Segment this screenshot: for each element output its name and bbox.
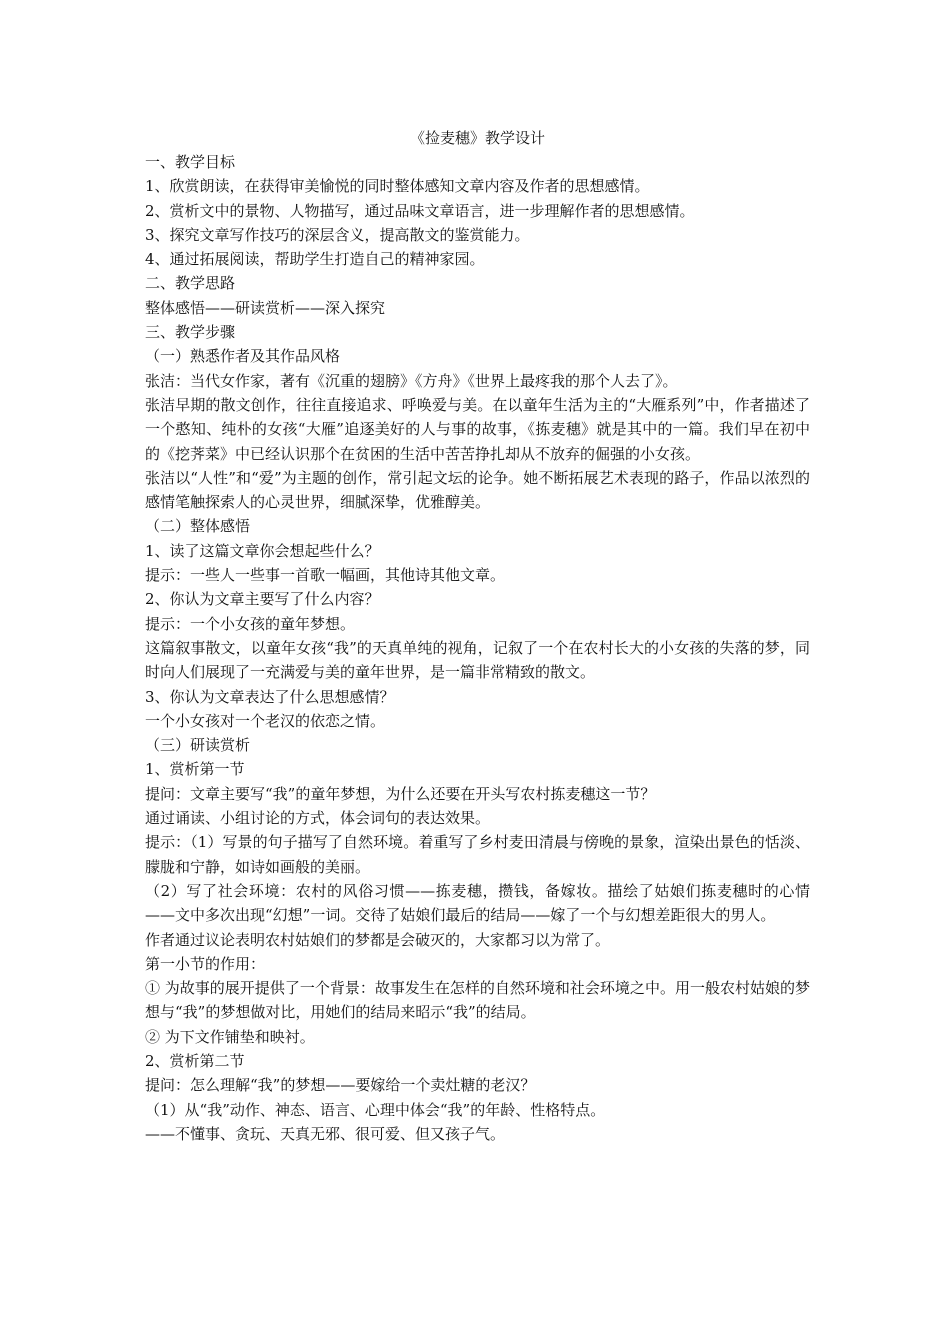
paragraph: 二、教学思路 (145, 274, 236, 293)
paragraph: ——不懂事、贪玩、天真无邪、很可爱、但又孩子气。 (145, 1124, 506, 1143)
paragraph: 一、教学目标 (145, 153, 236, 171)
paragraph: （1）从“我”动作、神态、语言、心理中体会“我”的年龄、性格特点。 (145, 1100, 606, 1119)
paragraph: 张洁以“人性”和“爱”为主题的创作，常引起文坛的论争。她不断拓展艺术表现的路子，作品以浓烈的感情笔触探索人的心灵世界，细腻深挚，优雅醇美。 (145, 468, 810, 512)
paragraph: 这篇叙事散文，以童年女孩“我”的天真单纯的视角，记叙了一个在农村长大的小女孩的失落的梦，同时向人们展现了一充满爱与美的童年世界，是一篇非常精致的散文。 (145, 638, 810, 682)
paragraph: 通过诵读、小组讨论的方式，体会词句的表达效果。 (145, 809, 491, 828)
paragraph: 提示：一些人一些事一首歌一幅画，其他诗其他文章。 (145, 566, 506, 585)
paragraph: 一个小女孩对一个老汉的依恋之情。 (145, 711, 386, 730)
paragraph: 1、赏析第一节 (145, 760, 245, 779)
paragraph: 2、赏析第二节 (145, 1051, 245, 1070)
paragraph: 2、赏析文中的景物、人物描写，通过品味文章语言，进一步理解作者的思想感情。 (145, 201, 695, 220)
document-body (145, 126, 810, 1146)
paragraph: 4、通过拓展阅读，帮助学生打造自己的精神家园。 (145, 250, 485, 269)
paragraph-list (145, 150, 810, 1146)
paragraph: 张洁：当代女作家，著有《沉重的翅膀》《方舟》《世界上最疼我的那个人去了》。 (145, 371, 678, 390)
paragraph: 1、欣赏朗读，在获得审美愉悦的同时整体感知文章内容及作者的思想感情。 (145, 177, 650, 196)
paragraph: 作者通过议论表明农村姑娘们的梦都是会破灭的，大家都习以为常了。 (145, 930, 611, 949)
paragraph: （一）熟悉作者及其作品风格 (145, 347, 341, 366)
paragraph: 提问：怎么理解“我”的梦想——要嫁给一个卖灶糖的老汉？ (145, 1076, 536, 1095)
paragraph: 提示：（1）写景的句子描写了自然环境。着重写了乡村麦田清晨与傍晚的景象，渲染出景色的恬淡、朦胧和宁静，如诗如画般的美丽。 (145, 833, 810, 876)
paragraph: 张洁早期的散文创作，往往直接追求、呼唤爱与美。在以童年生活为主的“大雁系列”中，作者描述了一个憨知、纯朴的女孩“大雁”追逐美好的人与事的故事，《拣麦穗》就是其中的一篇。我们早在初中的《挖荠菜》中已经认识那个在贫困的生活中苦苦挣扎却从不放弃的倔强的小女孩。 (145, 395, 810, 463)
paragraph: ① 为故事的展开提供了一个背景：故事发生在怎样的自然环境和社会环境之中。用一般农村姑娘的梦想与“我”的梦想做对比，用她们的结局来昭示“我”的结局。 (145, 979, 810, 1022)
paragraph: 2、你认为文章主要写了什么内容？ (145, 590, 380, 609)
paragraph: 提示：一个小女孩的童年梦想。 (145, 614, 356, 633)
paragraph: 整体感悟——研读赏析——深入探究 (145, 298, 386, 317)
document-title: 《捡麦穗》教学设计 (409, 129, 545, 147)
paragraph: 3、探究文章写作技巧的深层含义，提高散文的鉴赏能力。 (145, 225, 530, 244)
paragraph: ② 为下文作铺垫和映衬。 (145, 1027, 315, 1046)
paragraph: （二）整体感悟 (145, 517, 251, 536)
paragraph: 第一小节的作用： (145, 954, 266, 973)
paragraph: 提问：文章主要写“我”的童年梦想，为什么还要在开头写农村拣麦穗这一节？ (145, 784, 656, 803)
paragraph: 1、读了这篇文章你会想起些什么？ (145, 541, 380, 560)
paragraph: （2）写了社会环境：农村的风俗习惯——拣麦穗，攒钱，备嫁妆。描绘了姑娘们拣麦穗时的心情——文中多次出现“幻想”一词。交待了姑娘们最后的结局——嫁了一个与幻想差距很大的男人。 (145, 881, 810, 925)
paragraph: 三、教学步骤 (145, 323, 236, 342)
paragraph: （三）研读赏析 (145, 736, 251, 755)
paragraph: 3、你认为文章表达了什么思想感情？ (145, 687, 395, 706)
